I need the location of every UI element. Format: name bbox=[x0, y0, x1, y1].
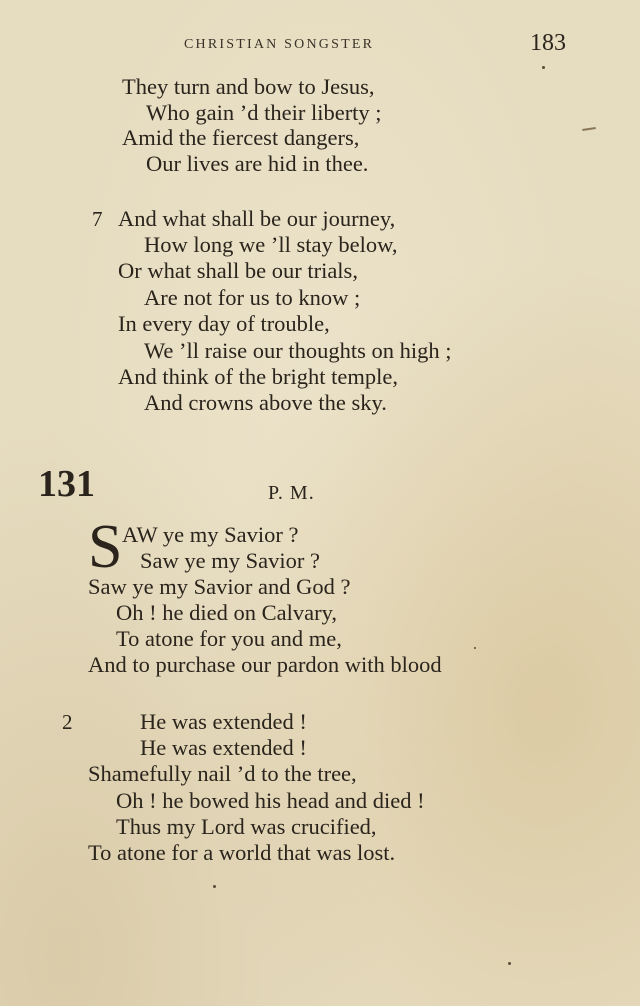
pencil-mark bbox=[582, 127, 596, 130]
verse-line: And crowns above the sky. bbox=[144, 390, 387, 415]
verse-line: And to purchase our pardon with blood bbox=[88, 652, 442, 677]
verse-line: Saw ye my Savior ? bbox=[140, 548, 320, 573]
verse-line: Shamefully nail ’d to the tree, bbox=[88, 761, 357, 786]
ink-speck bbox=[213, 885, 216, 888]
verse-line: Are not for us to know ; bbox=[144, 285, 361, 310]
running-header-title: CHRISTIAN SONGSTER bbox=[184, 37, 375, 52]
hymn-number: 131 bbox=[38, 463, 95, 505]
verse-line: Oh ! he bowed his head and died ! bbox=[116, 788, 425, 813]
verse-line: And what shall be our journey, bbox=[118, 206, 396, 231]
verse-line: Or what shall be our trials, bbox=[118, 258, 358, 283]
drop-cap-letter: S bbox=[88, 513, 123, 581]
verse-line: Our lives are hid in thee. bbox=[146, 151, 369, 176]
verse-line: Saw ye my Savior and God ? bbox=[88, 574, 351, 599]
verse-line: To atone for a world that was lost. bbox=[88, 840, 396, 865]
verse-line: He was extended ! bbox=[140, 735, 307, 760]
verse-line: Oh ! he died on Calvary, bbox=[116, 600, 337, 625]
verse-line: Who gain ’d their liberty ; bbox=[146, 100, 382, 125]
ink-speck bbox=[508, 962, 511, 965]
verse-line: How long we ’ll stay below, bbox=[144, 232, 398, 257]
hymn-meter: P. M. bbox=[268, 482, 315, 504]
verse-line: He was extended ! bbox=[140, 709, 307, 734]
verse-line: AW ye my Savior ? bbox=[122, 522, 299, 547]
verse-line: In every day of trouble, bbox=[118, 311, 330, 336]
verse-line: Thus my Lord was crucified, bbox=[116, 814, 377, 839]
verse-line: And think of the bright temple, bbox=[118, 364, 398, 389]
verse-line: We ’ll raise our thoughts on high ; bbox=[144, 338, 452, 363]
page-number: 183 bbox=[530, 30, 566, 56]
verse-number: 7 bbox=[92, 207, 103, 231]
verse-line: To atone for you and me, bbox=[116, 626, 342, 651]
verse-line: They turn and bow to Jesus, bbox=[122, 74, 375, 99]
verse-number: 2 bbox=[62, 710, 73, 734]
ink-speck bbox=[474, 647, 476, 649]
ink-speck bbox=[542, 66, 545, 69]
verse-line: Amid the fiercest dangers, bbox=[122, 125, 360, 150]
